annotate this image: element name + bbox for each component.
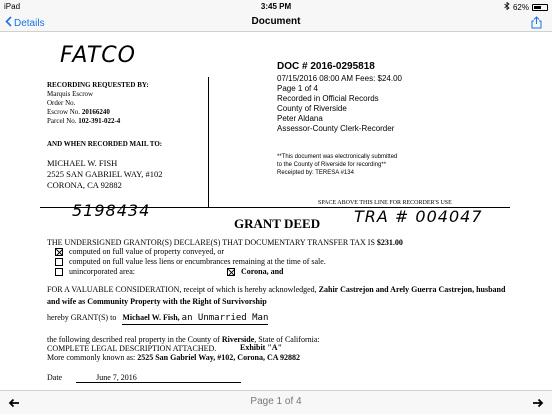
- bluetooth-icon: [504, 2, 510, 12]
- deed-title: GRANT DEED: [234, 216, 321, 231]
- grantee-status: an Unmarried Man: [181, 313, 269, 323]
- grant-label: hereby GRANT(S) to: [47, 313, 117, 322]
- handwritten-number: 5198434: [72, 201, 151, 220]
- recorder-use-label: SPACE ABOVE THIS LINE FOR RECORDER'S USE: [318, 200, 452, 206]
- document-number: DOC # 2016-0295818: [277, 61, 375, 72]
- mail-addr1: 2525 SAN GABRIEL WAY, #102: [47, 169, 163, 179]
- next-page-button[interactable]: [532, 396, 544, 414]
- back-label: Details: [14, 17, 45, 29]
- order-no: Order No.: [47, 99, 76, 107]
- date-label: Date: [47, 373, 63, 382]
- consideration-paragraph: FOR A VALUABLE CONSIDERATION, receipt of which is hereby acknowledged, Zahir Castrejon and Arely Guerra Castrejon, husband and wife as Community Property with the Right of Survivorship: [47, 285, 506, 306]
- doc-datetime: 07/15/2016 08:00 AM Fees: $24.00: [277, 74, 402, 83]
- exhibit-label: Exhibit "A": [240, 343, 283, 352]
- doc-office: Assessor-County Clerk-Recorder: [277, 124, 395, 133]
- clock: 3:45 PM: [260, 2, 292, 11]
- battery-percent: 62%: [512, 2, 529, 12]
- checkbox-checked-icon: [55, 248, 63, 256]
- recording-requested-block: [47, 81, 149, 126]
- page-toolbar: [0, 390, 552, 414]
- doc-person: Peter Aldana: [277, 114, 323, 123]
- recording-info: [277, 74, 402, 134]
- date-value: June 7, 2016: [76, 373, 241, 383]
- doc-county: County of Riverside: [277, 104, 347, 113]
- grantee-field: [122, 313, 268, 325]
- page-indicator: Page 1 of 4: [250, 396, 302, 407]
- page-title: Document: [251, 16, 301, 27]
- note-line: Receipted by: TERESA #134: [277, 170, 354, 176]
- mail-addr2: CORONA, CA 92882: [47, 180, 122, 190]
- option-label: computed on full value of property conveyed, or: [69, 247, 225, 256]
- escrow-no-row: Escrow No. 20166240: [47, 108, 110, 116]
- checkbox-checked-icon: [227, 268, 235, 276]
- mail-to-label: AND WHEN RECORDED MAIL TO:: [47, 140, 163, 148]
- tax-option-area: [55, 267, 284, 276]
- handwritten-fatco: FATCO: [60, 43, 136, 68]
- parcel-no: 102-391-022-4: [78, 117, 121, 125]
- recording-requested-label: RECORDING REQUESTED BY:: [47, 81, 149, 89]
- grantee-name: Michael W. Fish,: [122, 313, 180, 322]
- mail-name: MICHAEL W. FISH: [47, 158, 118, 168]
- option-label: computed on full value less liens or encumbrances remaining at the time of sale.: [69, 257, 326, 266]
- document-view[interactable]: [0, 33, 552, 390]
- tax-amount: $231.00: [376, 238, 403, 247]
- known-as-line: More commonly known as: 2525 San Gabriel Way, #102, Corona, CA 92882: [47, 353, 301, 362]
- desc-line-1: the following described real property in the County of Riverside, State of California:: [47, 335, 320, 344]
- note-line: to the County of Riverside for recording**: [277, 162, 387, 168]
- battery-icon: [532, 4, 548, 11]
- grant-line: [47, 313, 268, 325]
- option-label: Corona, and: [240, 267, 284, 276]
- note-line: **This document was electronically submitted: [277, 154, 398, 160]
- navigation-bar: [0, 13, 552, 32]
- transfer-tax-declaration: THE UNDERSIGNED GRANTOR(S) DECLARE(S) THAT DOCUMENTARY TRANSFER TAX IS $231.00: [47, 238, 403, 247]
- recorder-name: Marquis Escrow: [47, 90, 94, 98]
- checkbox-empty-icon: [55, 268, 63, 276]
- desc-line-2: COMPLETE LEGAL DESCRIPTION ATTACHED.: [47, 344, 217, 353]
- divider-vertical: [208, 77, 209, 207]
- parcel-no-row: Parcel No. 102-391-022-4: [47, 117, 121, 125]
- date-row: [47, 373, 241, 383]
- device-label: iPad: [4, 2, 21, 11]
- tax-option-less-liens: [55, 257, 326, 266]
- share-icon: [531, 16, 542, 33]
- handwritten-tra: TRA # 004047: [354, 207, 483, 226]
- electronic-note: [277, 153, 397, 177]
- mail-to-address: [47, 158, 162, 191]
- doc-recorded: Recorded in Official Records: [277, 94, 379, 103]
- checkbox-empty-icon: [55, 258, 63, 266]
- share-button[interactable]: [531, 16, 542, 34]
- tax-option-full-value: [55, 247, 224, 256]
- status-right: [504, 2, 548, 12]
- grantors: Zahir Castrejon and Arely Guerra Castrejon, husband and wife as Community Property with the Right of Survivorship: [47, 285, 506, 306]
- option-label: unincorporated area:: [69, 267, 135, 276]
- arrow-right-icon: [532, 396, 544, 413]
- escrow-no: 20166240: [81, 108, 110, 116]
- status-bar: [0, 0, 552, 13]
- doc-page: Page 1 of 4: [277, 84, 318, 93]
